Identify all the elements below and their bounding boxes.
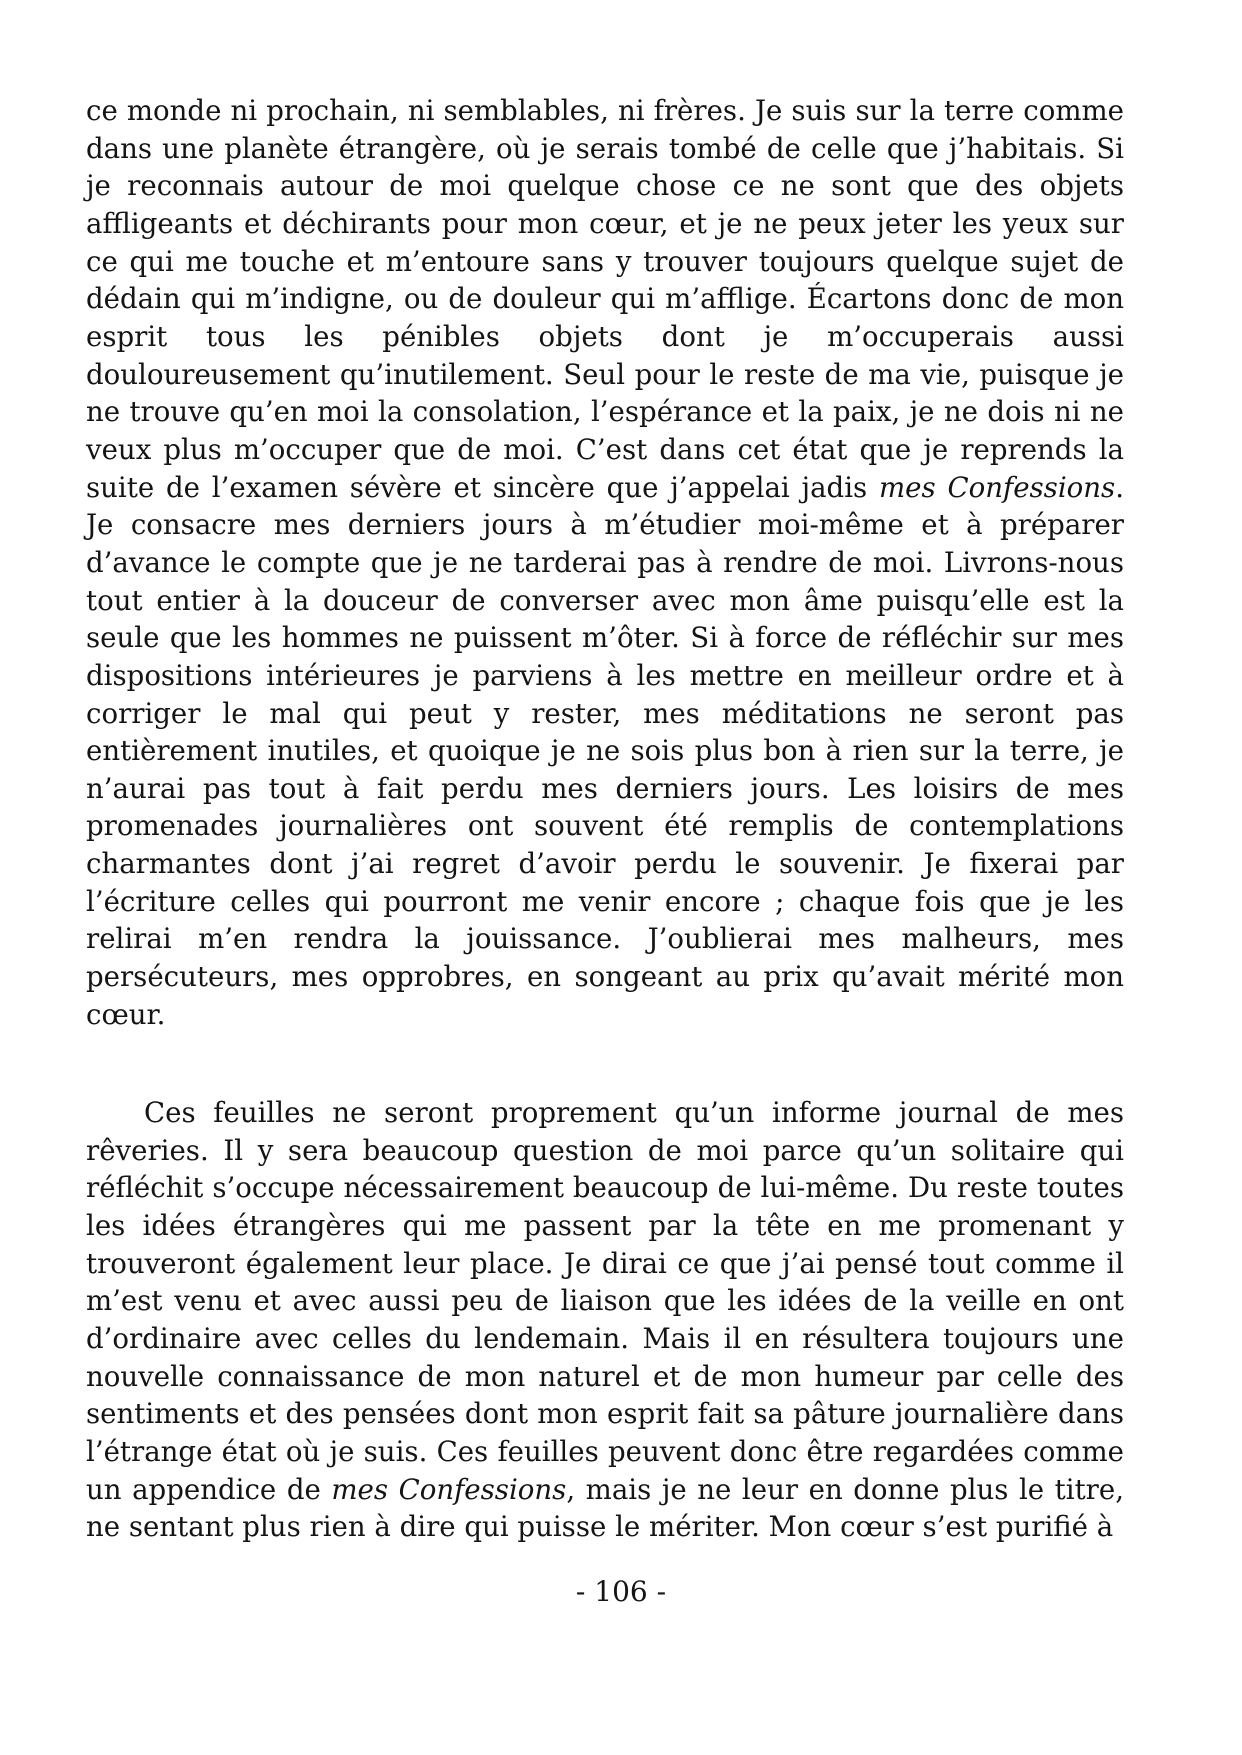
paragraph-2-text (86, 1094, 1124, 1546)
paragraph-1-title-italic: mes Confessions (879, 470, 1116, 504)
paragraph-2-part-a: Ces feuilles ne seront proprement qu’un informe journal de mes rêveries. Il y sera beaucoup question de moi parce qu’un solitaire qui réfléchit s’occupe nécessairement beaucoup de lui-même. Du reste toutes les idées étrangères qui me passent par la tête en me promenant y trouveront également leur place. Je dirai ce que j’ai pensé tout comme il m’est venu et avec aussi peu de liaison que les idées de la veille en ont d’ordinaire avec celles du lendemain. Mais il en résultera toujours une nouvelle connaissance de mon naturel et de mon humeur par celle des sentiments et des pensées dont mon esprit fait sa pâture journalière dans l’étrange état où je suis. Ces feuilles peuvent donc être regardées comme un appendice de (86, 1096, 1124, 1506)
paragraph-1-text (86, 92, 1124, 1033)
paragraph-1-part-b: . Je consacre mes derniers jours à m’étudier moi-même et à préparer d’avance le compte que je ne tarderai pas à rendre de moi. Livrons-nous tout entier à la douceur de converser avec mon âme puisqu’elle est la seule que les hommes ne puissent m’ôter. Si à force de réfléchir sur mes dispositions intérieures je parviens à les mettre en meilleur ordre et à corriger le mal qui peut y rester, mes méditations ne seront pas entièrement inutiles, et quoique je ne sois plus bon à rien sur la terre, je n’aurai pas tout à fait perdu mes derniers jours. Les loisirs de mes promenades journalières ont souvent été remplis de contemplations charmantes dont j’ai regret d’avoir perdu le souvenir. Je fixerai par l’écriture celles qui pourront me venir encore ; chaque fois que je les relirai m’en rendra la jouissance. J’oublierai mes malheurs, mes persécuteurs, mes opprobres, en songeant au prix qu’avait mérité mon cœur. (86, 470, 1124, 1031)
paragraph-2-title-italic: mes Confessions (331, 1472, 567, 1506)
paragraph-2-part-b: , mais je ne leur en donne plus le titre, ne sentant plus rien à dire qui puisse le mériter. Mon cœur s’est purifié à (86, 1472, 1124, 1544)
paragraph-1-part-a: ce monde ni prochain, ni semblables, ni frères. Je suis sur la terre comme dans une planète étrangère, où je serais tombé de celle que j’habitais. Si je reconnais autour de moi quelque chose ce ne sont que des objets affligeants et déchirants pour mon cœur, et je ne peux jeter les yeux sur ce qui me touche et m’entoure sans y trouver toujours quelque sujet de dédain qui m’indigne, ou de douleur qui m’afflige. Écartons donc de mon esprit tous les pénibles objets dont je m’occuperais aussi douloureusement qu’inutilement. Seul pour le reste de ma vie, puisque je ne trouve qu’en moi la consolation, l’espérance et la paix, je ne dois ni ne veux plus m’occuper que de moi. C’est dans cet état que je reprends la suite de l’examen sévère et sincère que j’appelai jadis (86, 94, 1124, 504)
page-number: - 106 - (575, 1575, 667, 1608)
paragraph-1 (86, 92, 1124, 1033)
paragraph-2 (86, 1094, 1124, 1546)
